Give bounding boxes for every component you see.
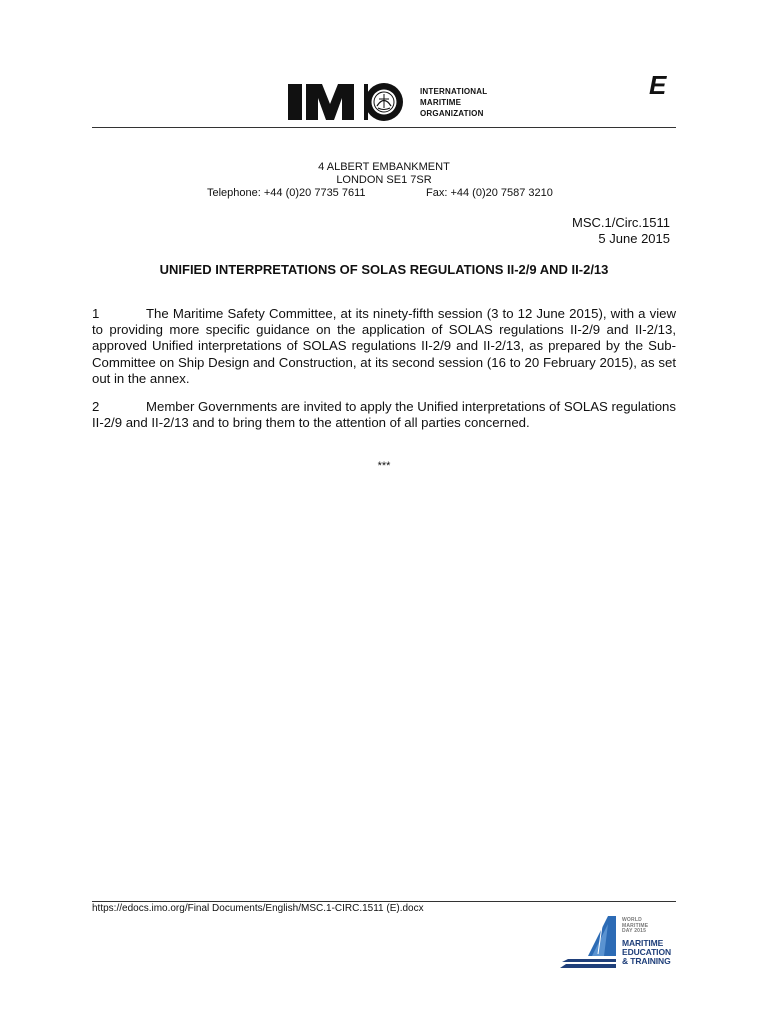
paragraph-2	[92, 399, 676, 431]
logo-line-international: INTERNATIONAL	[420, 87, 488, 96]
wmd-small-text	[622, 918, 648, 935]
circular-code: MSC.1/Circ.1511	[571, 215, 670, 230]
logo-line-organization: ORGANIZATION	[420, 109, 484, 118]
fax-text: Fax: +44 (0)20 7587 3210	[426, 187, 553, 199]
paragraph-text: Member Governments are invited to apply the Unified interpretations of SOLAS regulations II-2/9 and II-2/13 and to bring them to the attention of all parties concerned.	[92, 399, 676, 431]
footer-file-path: https://edocs.imo.org/Final Documents/English/MSC.1-CIRC.1511 (E).docx	[92, 903, 424, 914]
paragraph-text: The Maritime Safety Committee, at its ninety-fifth session (3 to 12 June 2015), with a view to providing more specific guidance on the application of SOLAS regulations II-2/9 and II-2/13, approved Unified interpretations of SOLAS regulations II-2/9 and II-2/13, as prepared by the Sub-Committee on Ship Design and Construction, at its second session (16 to 20 February 2015), as set out in the annex.	[92, 306, 676, 386]
imo-logo-text	[420, 86, 487, 119]
imo-logo	[284, 80, 516, 124]
section-separator: ***	[377, 460, 391, 472]
document-reference	[572, 215, 670, 247]
contact-row	[92, 187, 676, 200]
wmd-line-day: DAY 2015	[622, 928, 647, 934]
address-block	[92, 161, 676, 200]
header-divider	[92, 127, 676, 128]
footer-divider	[92, 901, 676, 902]
language-indicator: E	[649, 70, 667, 100]
wmd-theme-line-2: EDUCATION	[622, 947, 671, 957]
circular-date: 5 June 2015	[598, 231, 670, 246]
telephone-text: Telephone: +44 (0)20 7735 7611	[207, 187, 366, 199]
logo-line-maritime: MARITIME	[420, 98, 462, 107]
wmd-line-maritime: MARITIME	[622, 922, 649, 929]
wmd-theme-text	[622, 939, 671, 966]
wmd-theme-line-3: & TRAINING	[622, 956, 671, 966]
wmd-line-world: WORLD	[622, 917, 642, 923]
paragraph-1	[92, 306, 676, 387]
paragraph-number: 1	[92, 306, 100, 321]
paragraph-number: 2	[92, 399, 100, 414]
address-line-2: LONDON SE1 7SR	[336, 174, 432, 186]
wmd-theme-line-1: MARITIME	[622, 938, 664, 948]
address-line-1: 4 ALBERT EMBANKMENT	[318, 161, 450, 173]
document-title: UNIFIED INTERPRETATIONS OF SOLAS REGULATIONS II-2/9 AND II-2/13	[159, 262, 609, 277]
